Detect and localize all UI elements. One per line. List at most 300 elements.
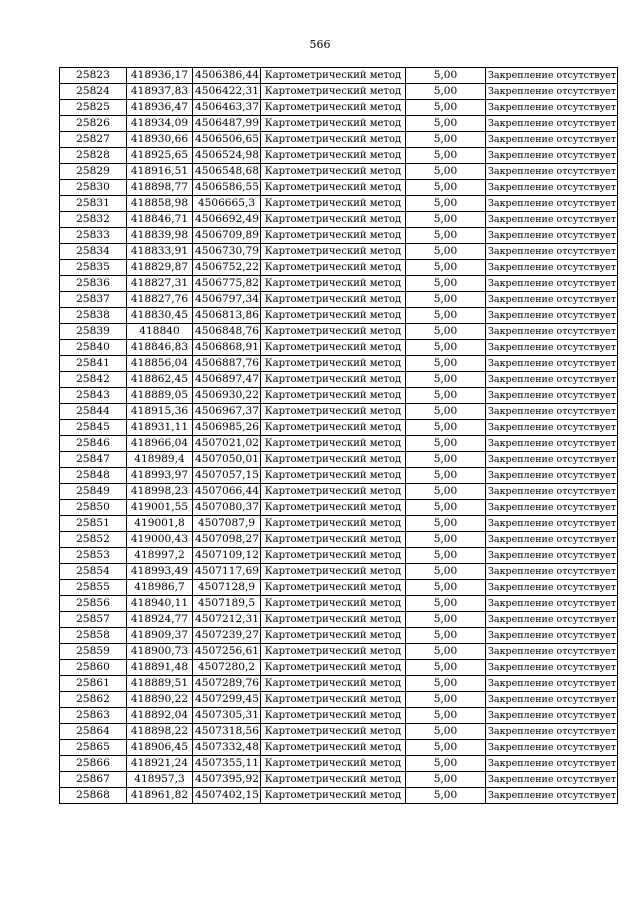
accuracy-cell: 5,00	[406, 196, 486, 212]
point-number-cell: 25864	[60, 724, 127, 740]
x-coordinate-cell: 418898,77	[127, 180, 193, 196]
point-number-cell: 25857	[60, 612, 127, 628]
x-coordinate-cell: 418937,83	[127, 84, 193, 100]
y-coordinate-cell: 4506586,55	[193, 180, 261, 196]
point-number-cell: 25836	[60, 276, 127, 292]
table-row	[60, 260, 618, 276]
y-coordinate-cell: 4507239,27	[193, 628, 261, 644]
x-coordinate-cell: 418998,23	[127, 484, 193, 500]
y-coordinate-cell: 4507057,15	[193, 468, 261, 484]
y-coordinate-cell: 4506930,22	[193, 388, 261, 404]
table-row	[60, 308, 618, 324]
table-row	[60, 788, 618, 804]
x-coordinate-cell: 418961,82	[127, 788, 193, 804]
method-cell: Картометрический метод	[261, 628, 406, 644]
point-number-cell: 25859	[60, 644, 127, 660]
point-number-cell: 25849	[60, 484, 127, 500]
table-row	[60, 500, 618, 516]
method-cell: Картометрический метод	[261, 148, 406, 164]
accuracy-cell: 5,00	[406, 404, 486, 420]
method-cell: Картометрический метод	[261, 324, 406, 340]
method-cell: Картометрический метод	[261, 84, 406, 100]
method-cell: Картометрический метод	[261, 740, 406, 756]
y-coordinate-cell: 4506752,22	[193, 260, 261, 276]
point-number-cell: 25844	[60, 404, 127, 420]
point-number-cell: 25828	[60, 148, 127, 164]
y-coordinate-cell: 4506548,68	[193, 164, 261, 180]
accuracy-cell: 5,00	[406, 612, 486, 628]
table-row	[60, 596, 618, 612]
method-cell: Картометрический метод	[261, 724, 406, 740]
method-cell: Картометрический метод	[261, 308, 406, 324]
point-number-cell: 25831	[60, 196, 127, 212]
table-row	[60, 100, 618, 116]
fixation-cell: Закрепление отсутствует	[486, 132, 618, 148]
accuracy-cell: 5,00	[406, 516, 486, 532]
accuracy-cell: 5,00	[406, 100, 486, 116]
method-cell: Картометрический метод	[261, 484, 406, 500]
fixation-cell: Закрепление отсутствует	[486, 724, 618, 740]
point-number-cell: 25824	[60, 84, 127, 100]
y-coordinate-cell: 4507402,15	[193, 788, 261, 804]
accuracy-cell: 5,00	[406, 436, 486, 452]
x-coordinate-cell: 418997,2	[127, 548, 193, 564]
point-number-cell: 25834	[60, 244, 127, 260]
accuracy-cell: 5,00	[406, 468, 486, 484]
point-number-cell: 25826	[60, 116, 127, 132]
x-coordinate-cell: 418936,17	[127, 68, 193, 84]
y-coordinate-cell: 4506422,31	[193, 84, 261, 100]
accuracy-cell: 5,00	[406, 244, 486, 260]
fixation-cell: Закрепление отсутствует	[486, 676, 618, 692]
y-coordinate-cell: 4506848,76	[193, 324, 261, 340]
table-row	[60, 212, 618, 228]
accuracy-cell: 5,00	[406, 452, 486, 468]
y-coordinate-cell: 4507212,31	[193, 612, 261, 628]
point-number-cell: 25830	[60, 180, 127, 196]
accuracy-cell: 5,00	[406, 388, 486, 404]
fixation-cell: Закрепление отсутствует	[486, 180, 618, 196]
point-number-cell: 25862	[60, 692, 127, 708]
point-number-cell: 25835	[60, 260, 127, 276]
fixation-cell: Закрепление отсутствует	[486, 420, 618, 436]
method-cell: Картометрический метод	[261, 516, 406, 532]
table-row	[60, 356, 618, 372]
point-number-cell: 25855	[60, 580, 127, 596]
table-row	[60, 484, 618, 500]
method-cell: Картометрический метод	[261, 564, 406, 580]
fixation-cell: Закрепление отсутствует	[486, 788, 618, 804]
accuracy-cell: 5,00	[406, 644, 486, 660]
point-number-cell: 25867	[60, 772, 127, 788]
accuracy-cell: 5,00	[406, 180, 486, 196]
x-coordinate-cell: 418891,48	[127, 660, 193, 676]
x-coordinate-cell: 418890,22	[127, 692, 193, 708]
fixation-cell: Закрепление отсутствует	[486, 404, 618, 420]
table-row	[60, 372, 618, 388]
fixation-cell: Закрепление отсутствует	[486, 356, 618, 372]
point-number-cell: 25853	[60, 548, 127, 564]
table-row	[60, 228, 618, 244]
y-coordinate-cell: 4507280,2	[193, 660, 261, 676]
accuracy-cell: 5,00	[406, 628, 486, 644]
accuracy-cell: 5,00	[406, 564, 486, 580]
method-cell: Картометрический метод	[261, 708, 406, 724]
method-cell: Картометрический метод	[261, 500, 406, 516]
x-coordinate-cell: 418931,11	[127, 420, 193, 436]
table-row	[60, 628, 618, 644]
method-cell: Картометрический метод	[261, 612, 406, 628]
point-number-cell: 25841	[60, 356, 127, 372]
table-row	[60, 724, 618, 740]
y-coordinate-cell: 4506692,49	[193, 212, 261, 228]
fixation-cell: Закрепление отсутствует	[486, 580, 618, 596]
accuracy-cell: 5,00	[406, 324, 486, 340]
y-coordinate-cell: 4507128,9	[193, 580, 261, 596]
x-coordinate-cell: 418909,37	[127, 628, 193, 644]
method-cell: Картометрический метод	[261, 132, 406, 148]
fixation-cell: Закрепление отсутствует	[486, 548, 618, 564]
point-number-cell: 25845	[60, 420, 127, 436]
method-cell: Картометрический метод	[261, 212, 406, 228]
accuracy-cell: 5,00	[406, 372, 486, 388]
fixation-cell: Закрепление отсутствует	[486, 628, 618, 644]
table-row	[60, 68, 618, 84]
y-coordinate-cell: 4507098,27	[193, 532, 261, 548]
method-cell: Картометрический метод	[261, 100, 406, 116]
y-coordinate-cell: 4506813,86	[193, 308, 261, 324]
fixation-cell: Закрепление отсутствует	[486, 276, 618, 292]
x-coordinate-cell: 418921,24	[127, 756, 193, 772]
y-coordinate-cell: 4506967,37	[193, 404, 261, 420]
fixation-cell: Закрепление отсутствует	[486, 772, 618, 788]
point-number-cell: 25846	[60, 436, 127, 452]
y-coordinate-cell: 4507087,9	[193, 516, 261, 532]
table-row	[60, 148, 618, 164]
table-row	[60, 452, 618, 468]
accuracy-cell: 5,00	[406, 756, 486, 772]
y-coordinate-cell: 4507021,02	[193, 436, 261, 452]
accuracy-cell: 5,00	[406, 68, 486, 84]
point-number-cell: 25858	[60, 628, 127, 644]
y-coordinate-cell: 4506524,98	[193, 148, 261, 164]
table-row	[60, 276, 618, 292]
table-row	[60, 116, 618, 132]
table-row	[60, 388, 618, 404]
x-coordinate-cell: 419001,55	[127, 500, 193, 516]
table-row	[60, 404, 618, 420]
x-coordinate-cell: 418829,87	[127, 260, 193, 276]
table-row	[60, 340, 618, 356]
y-coordinate-cell: 4507395,92	[193, 772, 261, 788]
table-row	[60, 756, 618, 772]
point-number-cell: 25865	[60, 740, 127, 756]
accuracy-cell: 5,00	[406, 260, 486, 276]
point-number-cell: 25847	[60, 452, 127, 468]
table-row	[60, 532, 618, 548]
point-number-cell: 25854	[60, 564, 127, 580]
x-coordinate-cell: 418957,3	[127, 772, 193, 788]
x-coordinate-cell: 418898,22	[127, 724, 193, 740]
fixation-cell: Закрепление отсутствует	[486, 260, 618, 276]
table-row	[60, 548, 618, 564]
table-row	[60, 516, 618, 532]
method-cell: Картометрический метод	[261, 180, 406, 196]
x-coordinate-cell: 418900,73	[127, 644, 193, 660]
method-cell: Картометрический метод	[261, 276, 406, 292]
fixation-cell: Закрепление отсутствует	[486, 196, 618, 212]
x-coordinate-cell: 418930,66	[127, 132, 193, 148]
accuracy-cell: 5,00	[406, 148, 486, 164]
table-row	[60, 644, 618, 660]
accuracy-cell: 5,00	[406, 692, 486, 708]
table-row	[60, 580, 618, 596]
accuracy-cell: 5,00	[406, 740, 486, 756]
accuracy-cell: 5,00	[406, 724, 486, 740]
x-coordinate-cell: 418934,09	[127, 116, 193, 132]
accuracy-cell: 5,00	[406, 340, 486, 356]
x-coordinate-cell: 418889,51	[127, 676, 193, 692]
accuracy-cell: 5,00	[406, 308, 486, 324]
method-cell: Картометрический метод	[261, 164, 406, 180]
method-cell: Картометрический метод	[261, 532, 406, 548]
method-cell: Картометрический метод	[261, 372, 406, 388]
accuracy-cell: 5,00	[406, 228, 486, 244]
table-row	[60, 692, 618, 708]
method-cell: Картометрический метод	[261, 676, 406, 692]
method-cell: Картометрический метод	[261, 660, 406, 676]
y-coordinate-cell: 4506730,79	[193, 244, 261, 260]
point-number-cell: 25827	[60, 132, 127, 148]
fixation-cell: Закрепление отсутствует	[486, 500, 618, 516]
table-row	[60, 468, 618, 484]
point-number-cell: 25837	[60, 292, 127, 308]
fixation-cell: Закрепление отсутствует	[486, 708, 618, 724]
method-cell: Картометрический метод	[261, 356, 406, 372]
method-cell: Картометрический метод	[261, 548, 406, 564]
fixation-cell: Закрепление отсутствует	[486, 100, 618, 116]
fixation-cell: Закрепление отсутствует	[486, 116, 618, 132]
method-cell: Картометрический метод	[261, 292, 406, 308]
point-number-cell: 25843	[60, 388, 127, 404]
table-row	[60, 324, 618, 340]
fixation-cell: Закрепление отсутствует	[486, 308, 618, 324]
x-coordinate-cell: 418993,97	[127, 468, 193, 484]
method-cell: Картометрический метод	[261, 756, 406, 772]
fixation-cell: Закрепление отсутствует	[486, 340, 618, 356]
fixation-cell: Закрепление отсутствует	[486, 164, 618, 180]
method-cell: Картометрический метод	[261, 404, 406, 420]
y-coordinate-cell: 4506897,47	[193, 372, 261, 388]
method-cell: Картометрический метод	[261, 692, 406, 708]
accuracy-cell: 5,00	[406, 532, 486, 548]
fixation-cell: Закрепление отсутствует	[486, 292, 618, 308]
table-row	[60, 164, 618, 180]
x-coordinate-cell: 418940,11	[127, 596, 193, 612]
method-cell: Картометрический метод	[261, 468, 406, 484]
point-number-cell: 25848	[60, 468, 127, 484]
x-coordinate-cell: 418827,76	[127, 292, 193, 308]
x-coordinate-cell: 418846,71	[127, 212, 193, 228]
fixation-cell: Закрепление отсутствует	[486, 372, 618, 388]
point-number-cell: 25852	[60, 532, 127, 548]
fixation-cell: Закрепление отсутствует	[486, 388, 618, 404]
point-number-cell: 25823	[60, 68, 127, 84]
accuracy-cell: 5,00	[406, 84, 486, 100]
point-number-cell: 25838	[60, 308, 127, 324]
fixation-cell: Закрепление отсутствует	[486, 468, 618, 484]
y-coordinate-cell: 4506775,82	[193, 276, 261, 292]
y-coordinate-cell: 4507109,12	[193, 548, 261, 564]
y-coordinate-cell: 4506487,99	[193, 116, 261, 132]
x-coordinate-cell: 418889,05	[127, 388, 193, 404]
fixation-cell: Закрепление отсутствует	[486, 644, 618, 660]
accuracy-cell: 5,00	[406, 580, 486, 596]
fixation-cell: Закрепление отсутствует	[486, 212, 618, 228]
y-coordinate-cell: 4506887,76	[193, 356, 261, 372]
point-number-cell: 25851	[60, 516, 127, 532]
fixation-cell: Закрепление отсутствует	[486, 660, 618, 676]
table-row	[60, 612, 618, 628]
accuracy-cell: 5,00	[406, 132, 486, 148]
point-number-cell: 25840	[60, 340, 127, 356]
x-coordinate-cell: 418839,98	[127, 228, 193, 244]
accuracy-cell: 5,00	[406, 356, 486, 372]
x-coordinate-cell: 418830,45	[127, 308, 193, 324]
method-cell: Картометрический метод	[261, 196, 406, 212]
x-coordinate-cell: 418827,31	[127, 276, 193, 292]
x-coordinate-cell: 418833,91	[127, 244, 193, 260]
accuracy-cell: 5,00	[406, 788, 486, 804]
table-row	[60, 772, 618, 788]
table-row	[60, 660, 618, 676]
y-coordinate-cell: 4506985,26	[193, 420, 261, 436]
fixation-cell: Закрепление отсутствует	[486, 228, 618, 244]
method-cell: Картометрический метод	[261, 596, 406, 612]
x-coordinate-cell: 418986,7	[127, 580, 193, 596]
y-coordinate-cell: 4506868,91	[193, 340, 261, 356]
point-number-cell: 25833	[60, 228, 127, 244]
y-coordinate-cell: 4507117,69	[193, 564, 261, 580]
fixation-cell: Закрепление отсутствует	[486, 148, 618, 164]
table-row	[60, 740, 618, 756]
point-number-cell: 25863	[60, 708, 127, 724]
y-coordinate-cell: 4507256,61	[193, 644, 261, 660]
y-coordinate-cell: 4506665,3	[193, 196, 261, 212]
x-coordinate-cell: 418916,51	[127, 164, 193, 180]
table-row	[60, 84, 618, 100]
method-cell: Картометрический метод	[261, 228, 406, 244]
y-coordinate-cell: 4507050,01	[193, 452, 261, 468]
accuracy-cell: 5,00	[406, 500, 486, 516]
fixation-cell: Закрепление отсутствует	[486, 756, 618, 772]
accuracy-cell: 5,00	[406, 772, 486, 788]
y-coordinate-cell: 4507189,5	[193, 596, 261, 612]
y-coordinate-cell: 4507299,45	[193, 692, 261, 708]
accuracy-cell: 5,00	[406, 660, 486, 676]
method-cell: Картометрический метод	[261, 436, 406, 452]
table-row	[60, 244, 618, 260]
page-number: 566	[309, 38, 331, 51]
method-cell: Картометрический метод	[261, 788, 406, 804]
fixation-cell: Закрепление отсутствует	[486, 596, 618, 612]
method-cell: Картометрический метод	[261, 68, 406, 84]
accuracy-cell: 5,00	[406, 292, 486, 308]
y-coordinate-cell: 4507305,31	[193, 708, 261, 724]
point-number-cell: 25868	[60, 788, 127, 804]
table-row	[60, 132, 618, 148]
method-cell: Картометрический метод	[261, 260, 406, 276]
x-coordinate-cell: 418858,98	[127, 196, 193, 212]
x-coordinate-cell: 418925,65	[127, 148, 193, 164]
table-row	[60, 420, 618, 436]
x-coordinate-cell: 419001,8	[127, 516, 193, 532]
point-number-cell: 25839	[60, 324, 127, 340]
fixation-cell: Закрепление отсутствует	[486, 564, 618, 580]
table-row	[60, 708, 618, 724]
coordinates-table-body	[60, 68, 618, 804]
point-number-cell: 25860	[60, 660, 127, 676]
y-coordinate-cell: 4507289,76	[193, 676, 261, 692]
fixation-cell: Закрепление отсутствует	[486, 532, 618, 548]
table-row	[60, 180, 618, 196]
accuracy-cell: 5,00	[406, 164, 486, 180]
fixation-cell: Закрепление отсутствует	[486, 692, 618, 708]
y-coordinate-cell: 4506463,37	[193, 100, 261, 116]
table-row	[60, 436, 618, 452]
point-number-cell: 25861	[60, 676, 127, 692]
fixation-cell: Закрепление отсутствует	[486, 740, 618, 756]
accuracy-cell: 5,00	[406, 676, 486, 692]
method-cell: Картометрический метод	[261, 772, 406, 788]
point-number-cell: 25829	[60, 164, 127, 180]
y-coordinate-cell: 4507080,37	[193, 500, 261, 516]
table-row	[60, 564, 618, 580]
x-coordinate-cell: 418840	[127, 324, 193, 340]
fixation-cell: Закрепление отсутствует	[486, 484, 618, 500]
accuracy-cell: 5,00	[406, 276, 486, 292]
y-coordinate-cell: 4506506,65	[193, 132, 261, 148]
y-coordinate-cell: 4507332,48	[193, 740, 261, 756]
method-cell: Картометрический метод	[261, 340, 406, 356]
table-row	[60, 292, 618, 308]
accuracy-cell: 5,00	[406, 708, 486, 724]
x-coordinate-cell: 418892,04	[127, 708, 193, 724]
point-number-cell: 25832	[60, 212, 127, 228]
point-number-cell: 25856	[60, 596, 127, 612]
accuracy-cell: 5,00	[406, 420, 486, 436]
method-cell: Картометрический метод	[261, 244, 406, 260]
fixation-cell: Закрепление отсутствует	[486, 452, 618, 468]
y-coordinate-cell: 4507066,44	[193, 484, 261, 500]
method-cell: Картометрический метод	[261, 452, 406, 468]
table-row	[60, 676, 618, 692]
x-coordinate-cell: 418966,04	[127, 436, 193, 452]
x-coordinate-cell: 418924,77	[127, 612, 193, 628]
method-cell: Картометрический метод	[261, 116, 406, 132]
method-cell: Картометрический метод	[261, 644, 406, 660]
accuracy-cell: 5,00	[406, 212, 486, 228]
fixation-cell: Закрепление отсутствует	[486, 84, 618, 100]
point-number-cell: 25825	[60, 100, 127, 116]
x-coordinate-cell: 418856,04	[127, 356, 193, 372]
y-coordinate-cell: 4506797,34	[193, 292, 261, 308]
x-coordinate-cell: 418936,47	[127, 100, 193, 116]
fixation-cell: Закрепление отсутствует	[486, 516, 618, 532]
accuracy-cell: 5,00	[406, 116, 486, 132]
x-coordinate-cell: 419000,43	[127, 532, 193, 548]
fixation-cell: Закрепление отсутствует	[486, 436, 618, 452]
